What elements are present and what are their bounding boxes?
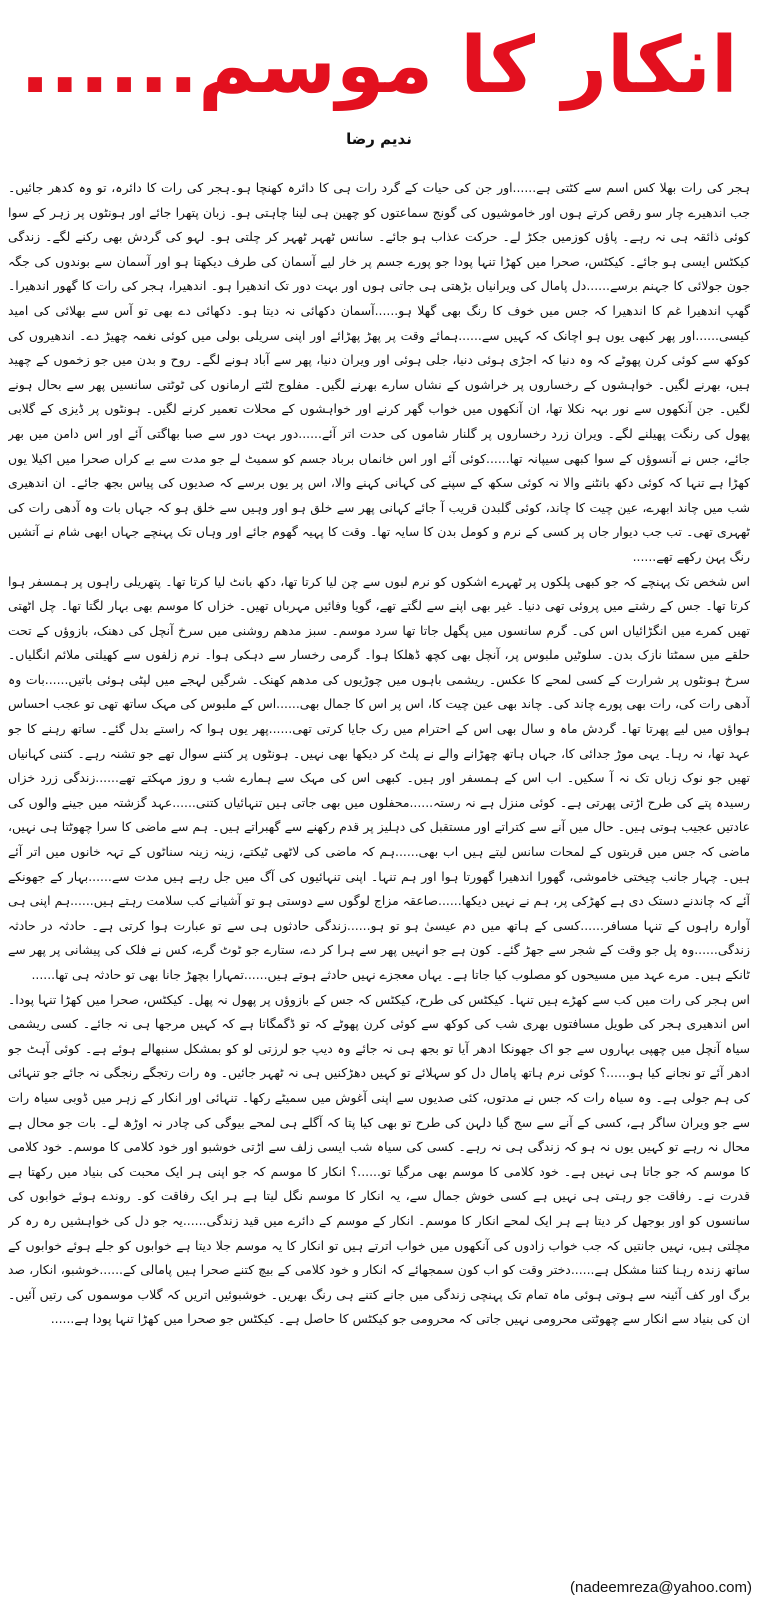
article-body	[8, 176, 750, 1554]
article-headline-area	[20, 6, 738, 126]
author-email: (nadeemreza@yahoo.com)	[570, 1579, 752, 1596]
article-paragraph-3: اس ہجر کی رات میں کب سے کھڑے ہیں تنہا۔ کیکٹس کی طرح، کیکٹس کہ جس کے بازوؤں پر پھول نہ پھل۔ کیکٹس، صحرا میں کھڑا تنہا پودا۔ اس اندھیری ہجر کی طویل مسافتوں بھری شب کی کوکھ سے کوئی کرن پھوٹے کہ تو ڈگمگاتا ہے کہ کہیں مرجھا ہی نہ جائے۔ کسی ریشمی سیاہ آنچل میں چھپی بہاروں سے جو اک جھونکا ادھر آیا تو بجھ ہی نہ جائے وہ دیپ جو لرزتی لو کو بمشکل سنبھالے ہوئے ہے۔ کوئی آہٹ جو ادھر آئے تو نجانے کیا ہو......؟ کوئی نرم ہاتھ پامال دل کو سہلائے تو کہیں دھڑکنیں ہی نہ ٹھہر جائیں۔ وہ رات رتجگے رنجگی نہ جائے جو تنہائی کی ہم جولی ہے۔ وہ سیاہ رات کہ جس نے مدتوں، کئی صدیوں سے اپنی آغوش میں سمیٹے رکھا۔ تنہائی اور انکار کے زہر میں ڈوبی سیاہ رات سے جو ویران ساگر ہے، کسی کے آنے سے سج گیا دلہن کی طرح تو بھی کیا پتا کہ آگلے ہی لمحے بیوگی کی چادر نہ اوڑھ لے۔ بات جو محال ہے محال نہ رہے تو کہیں یوں نہ ہو کہ زندگی ہی نہ رہے۔ کسی کی سیاہ شب ایسی زلف سے اڑتی خوشبو اور خود کلامی کا موسم۔ خود کلامی کا موسم کہ جو جاتا ہی نہیں ہے۔ خود کلامی کا موسم بھی مرگیا تو......؟ انکار کا موسم کہ جو اپنی ہر ایک محبت کی بنیاد میں رکھتا ہے قدرت نے۔ رفاقت جو رہتی ہی نہیں ہے کسی خوش جمال سے، یہ انکار کا موسم نگل لیتا ہے ہر ایک رفاقت کو۔ روندے ہوئے خوابوں کی سانسوں کو اور بوجھل کر دیتا ہے ہر ایک لمحے انکار کا موسم۔ انکار کے موسم کے دائرے میں قید زندگی......یہ جو دل کی خواہشیں رہ رہ کر مچلتی ہیں، نہیں جانتیں کہ جب خواب زادوں کی آنکھوں میں خواب اترتے ہیں تو انکار کا یہ موسم جلا دیتا ہے خوابوں کو جلے ہوئے خوابوں کے ساتھ زندہ رہنا کتنا مشکل ہے......دختر وقت کو اب کون سمجھائے کہ انکار و خود کلامی کے بیچ کتنے صحرا ہیں پامالی کے......خوشبو، انکار، صد برگ اور کف آئینہ سے ہوتی ہوئی ماہ تمام تک پہنچی زندگی میں جانے کتنے ہی رنگ بھریں۔ خوشبوئیں اتریں کہ گلاب موسموں کی رتیں آئیں۔ ان کی بنیاد سے انکار سے چھوٹتی محرومی نہیں جاتی کہ محرومی جو کیکٹس کا حاصل ہے۔ کیکٹس جو صحرا میں کھڑا تنہا پودا ہے......	[8, 991, 750, 1327]
byline-author: ندیم رضا	[346, 130, 412, 148]
article-paragraph-2: اس شخص تک پہنچے کہ جو کبھی پلکوں پر ٹھہرے اشکوں کو نرم لبوں سے چن لیا کرتا تھا، دکھ بانٹ لیا کرتا تھا۔ پتھریلی راہوں پر ہمسفر ہوا کرتا تھا۔ جس کے رشتے میں پروئی تھی دنیا۔ غیر بھی اپنے سے لگتے تھے، گویا وفائیں مہرباں تھیں۔ خزاں کا موسم بھی بہار لگتا تھا۔ چل اٹھتی تھیں کمرے میں انگڑائیاں اس کی۔ گرم سانسوں میں پگھل جاتا تھا سرد موسم۔ سبز مدھم روشنی میں سرخ آنچل کی دھنک، بازوؤں کے تحت حلقے میں سمٹتا نازک بدن۔ سلوٹیں ملبوس پر، آنچل بھی کچھ ڈھلکا ہوا۔ گرمی رخسار سے دہکی ہوا۔ نرم زلفوں سے کھیلتی ملائم انگلیاں۔ سرخ ہونٹوں پر شرارت کے کسی لمحے کا عکس۔ ریشمی باہوں میں چوڑیوں کی مدھم کھنک۔ شرگیں لہجے میں لپٹی ہوئی باتیں......بات وہ آدھی رات کی، رات بھی پورے چاند کی۔ چاند بھی عین چیت کا، اس پر اس کا جمال بھی......اس کے ملبوس کی مہک ساتھ تھی تو عجب احساس ہواؤں میں لیے پھرتا تھا۔ گردش ماہ و سال بھی اس کے احترام میں رک جایا کرتی تھی......پھر یوں ہوا کہ راستے بدل گئے۔ ساتھ رہنے کا جو عہد تھا، نہ رہا۔ یہی موڑ جدائی کا، جہاں ہاتھ چھڑانے والے نے پلٹ کر دیکھا بھی نہیں۔ ہونٹوں پر کتنے سوال تھے جو تشنہ رہے۔ کتنی کہانیاں تھیں جو نوک زباں تک نہ آ سکیں۔ اب اس کے ہمسفر اور ہیں۔ کبھی اس کی مہک سے ہمارے شب و روز مہکتے تھے......زندگی زرد خزاں رسیدہ پتے کی طرح اڑتی پھرتی ہے۔ کوئی منزل ہے نہ رستہ......محفلوں میں بھی جاتی ہیں تنہائیاں کتنی......عہد گزشتہ میں جینے والوں کی عادتیں عجیب ہوتی ہیں۔ حال میں آنے سے کتراتے اور مستقبل کی دہلیز پر قدم رکھنے سے گھبراتے ہیں۔ ہم سے ماضی کا سرا چھوٹتا ہی نہیں، ماضی کہ جس میں قربتوں کے لمحات سانس لیتے ہیں اب بھی......ہم کہ ماضی کی لاٹھی ٹیکتے، زینہ زینہ سناٹوں کے تہہ خانوں میں اتر آئے ہیں۔ چہار جانب چیختی خاموشی، گھورا اندھیرا گھورتا ہوا اور ہم تنہا۔ اپنی تنہائیوں کی آگ میں جل رہے ہیں مدت سے......بہار کے جھونکے آئے کہ چاندنے دستک دی ہے کھڑکی پر، ہم نے نہیں دیکھا......صاعقہ مزاج لوگوں سے دوستی ہو تو آشیانے کب سلامت رہتے ہیں......ہم اپنی ہی آوارہ راہوں کے تنہا مسافر......کسی کے ہاتھ میں دم عیسیٰ ہو تو ہو......زندگی حادثوں ہی سے تو عبارت ہوا کرتی ہے۔ حادثہ در حادثہ زندگی......وہ پل جو وقت کے شجر سے جھڑ گئے۔ کون ہے جو انہیں پھر سے ہرا کر دے، ستارے جو ٹوٹ گرے، کس نے فلک کی پیشانی پر پھر سے ٹانکے ہیں۔ مرے عہد میں مسیحوں کو مصلوب کیا جاتا ہے۔ یہاں معجزے نہیں حادثے ہوتے ہیں......تمہارا بچھڑ جانا بھی تو حادثہ ہی تھا......	[8, 573, 750, 982]
headline-title: انکار کا موسم......	[20, 21, 738, 111]
article-paragraph-1: ہجر کی رات بھلا کس اسم سے کٹتی ہے......اور جن کی حیات کے گرد رات ہی کا دائرہ کھنچا ہو۔ہجر کی رات کا دائرہ، تو وہ کدھر جائیں۔ جب اندھیرے چار سو رقص کرتے ہوں اور خاموشیوں کی گونج سماعتوں کو چھین ہی لینا چاہتی ہو۔ زبان پتھرا جائے اور ہونٹوں پر زہر کے سوا کوئی ذائقہ ہی نہ رہے۔ پاؤں کوزمیں جکڑ لے۔ حرکت عذاب ہو جائے۔ سانس ٹھہر ٹھہر کر چلتی ہو۔ لہو کی گردش بھی رکنے لگے۔ زندگی کیکٹس ایسی ہو جائے۔ کیکٹس، صحرا میں کھڑا تنہا پودا جو پورے جسم پر خار لیے آسمان کی طرف دیکھتا ہو اور آسمان سے بوندوں کی جگہ جون جولائی کا جہنم برسے......دل پامال کی ویرانیاں بڑھتی ہی جاتی ہوں اور بہت دور تک اندھیرا ہو۔ اندھیرا، ہجر کی رات کا گھور اندھیرا۔ گھپ اندھیرا غم کا اندھیرا کہ جس میں خوف کا رنگ بھی گھلا ہو......آسمان دکھائی نہ دیتا ہو۔ دکھائی دے بھی تو آس سے بھلائی کی امید کیسی......اور پھر کبھی یوں ہو اچانک کہ کہیں سے......ہمائے وقت پر پھڑ پھڑائے اور اپنی سریلی بولی میں کوئی نغمہ چھیڑ دے۔ اندھیروں کی کوکھ سے کوئی کرن پھوٹے کہ وہ دنیا کہ اجڑی ہوئی دنیا، جلی ہوئی اور ویران دنیا، پھر سے آباد ہونے لگے۔ روح و بدن میں جو زخموں کے چھید ہیں، بھرنے لگیں۔ خواہشوں کے رخساروں پر خراشوں کے نشاں سارے بھرنے لگیں۔ مفلوج لٹتے ارمانوں کی ٹوٹتی سانسیں پھر سے بحال ہونے لگیں۔ جن آنکھوں سے نور بہہ نکلا تھا، ان آنکھوں میں خواب گھر کرنے اور خواہشوں کے محلات تعمیر کرنے لگیں۔ ہونٹوں پر ڈیزی کے گلابی پھول کی رنگت پھیلنے لگے۔ ویران زرد رخساروں پر گلنار شاموں کی حدت اتر آئے......دور بہت دور سے صبا بھاگتی آئے اور اس دامن میں بھر جائے، جس نے آنسوؤں کے سوا کبھی سیپانہ تھا......کوئی آئے اور اس خانماں برباد جسم کو سمیٹ لے جو مدت سے بے کراں صحرا میں اکیلا یوں کھڑا ہے تنہا کہ کوئی دکھ بانٹنے والا نہ کوئی سکھ کے سپنے کی کہانی کہنے والا، اس پر یوں برسے کہ صدیوں کی پیاس بجھ جائے۔ ان اندھیری شب میں چاند ابھرے، عین چیت کا چاند، کوئی گلبدن قریب آ جائے کہانی پھر سے خلق ہو اور وہیں سے خلق ہو کہ جہاں بات وہ آدھی رات کی ٹھہری تھی۔ تب جب دیوار جاں پر کسی کے نرم و کومل بدن کا سایہ تھا۔ وقت کا پہیہ گھوم جائے اور وہاں تک پہنچے جہاں ابھی شام نے آتشیں رنگ پہن رکھے تھے......	[8, 180, 750, 564]
